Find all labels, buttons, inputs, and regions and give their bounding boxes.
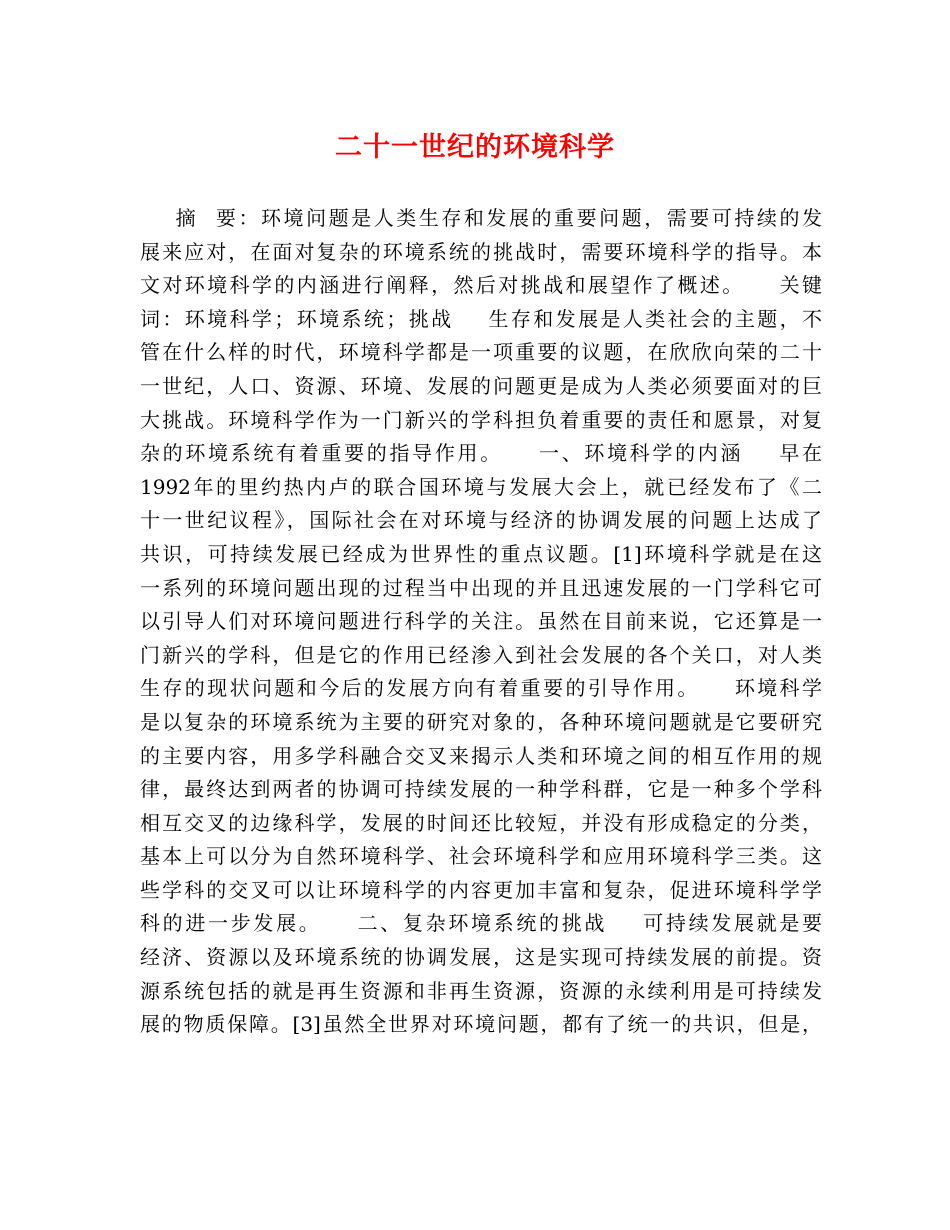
body-line: 共识，可持续发展已经成为世界性的重点议题。[1]环境科学就是在这	[140, 541, 822, 566]
body-line: 大挑战。环境科学作为一门新兴的学科担负着重要的责任和愿景，对复	[140, 407, 822, 432]
body-line: 摘 要：环境问题是人类生存和发展的重要问题，需要可持续的发	[140, 206, 822, 230]
body-line: 生存的现状问题和今后的发展方向有着重要的引导作用。 环境科学	[140, 676, 822, 701]
document-title: 二十一世纪的环境科学	[335, 132, 615, 163]
body-line: 以引导人们对环境问题进行科学的关注。虽然在目前来说，它还算是一	[140, 609, 822, 634]
body-line: 律，最终达到两者的协调可持续发展的一种学科群，它是一种多个学科	[140, 777, 822, 802]
body-line: 十一世纪议程》，国际社会在对环境与经济的协调发展的问题上达成了	[140, 508, 822, 533]
body-line: 1992年的里约热内卢的联合国环境与发展大会上，就已经发布了《二	[140, 474, 822, 499]
document-body	[140, 202, 822, 1042]
body-line: 管在什么样的时代，环境科学都是一项重要的议题，在欣欣向荣的二十	[140, 340, 822, 365]
body-line: 科的进一步发展。 二、复杂环境系统的挑战 可持续发展就是要	[140, 911, 822, 936]
body-line: 的主要内容，用多学科融合交叉来揭示人类和环境之间的相互作用的规	[140, 743, 822, 768]
body-line: 是以复杂的环境系统为主要的研究对象的，各种环境问题就是它要研究	[140, 709, 822, 734]
body-line: 展的物质保障。[3]虽然全世界对环境问题，都有了统一的共识，但是，	[140, 1012, 822, 1037]
body-line: 些学科的交叉可以让环境科学的内容更加丰富和复杂，促进环境科学学	[140, 877, 822, 902]
body-line: 相互交叉的边缘科学，发展的时间还比较短，并没有形成稳定的分类，	[140, 810, 822, 835]
body-line: 门新兴的学科，但是它的作用已经渗入到社会发展的各个关口，对人类	[140, 642, 822, 667]
body-line: 源系统包括的就是再生资源和非再生资源，资源的永续利用是可持续发	[140, 978, 822, 1003]
body-line: 杂的环境系统有着重要的指导作用。 一、环境科学的内涵 早在	[140, 441, 822, 466]
body-line: 一系列的环境问题出现的过程当中出现的并且迅速发展的一门学科它可	[140, 575, 822, 600]
body-line: 基本上可以分为自然环境科学、社会环境科学和应用环境科学三类。这	[140, 844, 822, 869]
body-line: 经济、资源以及环境系统的协调发展，这是实现可持续发展的前提。资	[140, 945, 822, 970]
body-line: 展来应对，在面对复杂的环境系统的挑战时，需要环境科学的指导。本	[140, 239, 822, 264]
body-line: 一世纪，人口、资源、环境、发展的问题更是成为人类必须要面对的巨	[140, 373, 822, 398]
body-line: 文对环境科学的内涵进行阐释，然后对挑战和展望作了概述。 关键	[140, 273, 822, 298]
body-line: 词：环境科学；环境系统；挑战 生存和发展是人类社会的主题，不	[140, 306, 822, 331]
